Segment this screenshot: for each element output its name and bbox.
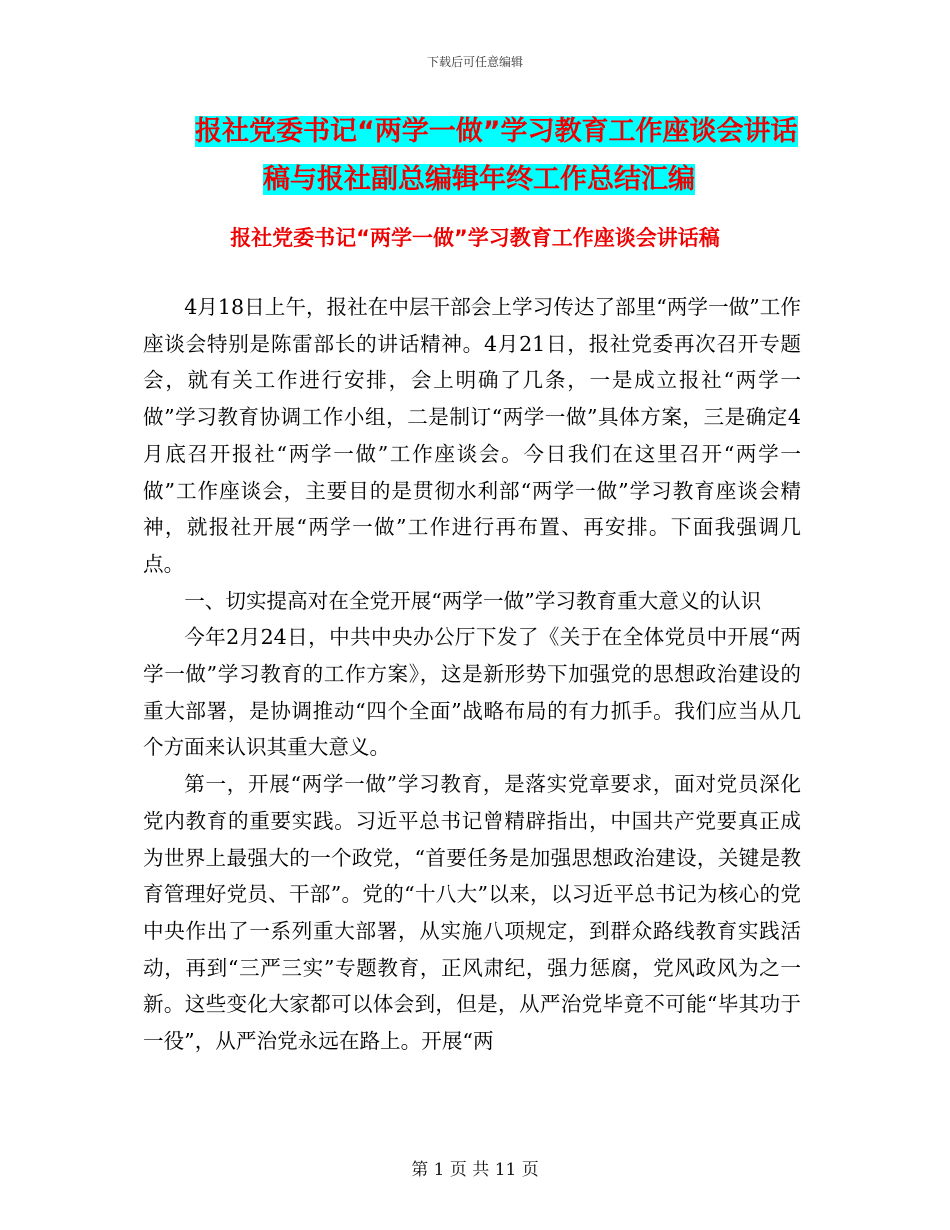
paragraph-3: 今年2月24日，中共中央办公厅下发了《关于在全体党员中开展“两学一做”学习教育的工作方案》，这是新形势下加强党的思想政治建设的重大部署，是协调推动“四个全面”战略布局的有力抓手。我们应当从几个方面来认识其重大意义。 <box>143 625 801 760</box>
page-number: 第 1 页 共 11 页 <box>411 1160 539 1180</box>
document-title-line-1 <box>150 108 820 156</box>
body-text <box>143 289 801 1060</box>
paragraph-4: 第一，开展“两学一做”学习教育，是落实党章要求，面对党员深化党内教育的重要实践。习近平总书记曾精辟指出，中国共产党要真正成为世界上最强大的一个政党，“首要任务是加强思想政治建设，关键是教育管理好党员、干部”。党的“十八大”以来，以习近平总书记为核心的党中央作出了一系列重大部署，从实施八项规定，到群众路线教育实践活动，再到“三严三实”专题教育，正风肃纪，强力惩腐，党风政风为之一新。这些变化大家都可以体会到，但是，从严治党毕竟不可能“毕其功于一役”，从严治党永远在路上。开展“两 <box>143 772 801 1054</box>
title-highlight-2: 稿与报社副总编辑年终工作总结汇编 <box>263 164 695 195</box>
document-title-line-2 <box>150 156 820 204</box>
paragraph-2: 一、切实提高对在全党开展“两学一做”学习教育重大意义的认识 <box>184 588 762 613</box>
section-title: 报社党委书记“两学一做”学习教育工作座谈会讲话稿 <box>230 226 720 250</box>
header-note: 下载后可任意编辑 <box>426 55 523 69</box>
paragraph-1: 4月18日上午，报社在中层干部会上学习传达了部里“两学一做”工作座谈会特别是陈雷部长的讲话精神。4月21日，报社党委再次召开专题会，就有关工作进行安排，会上明确了几条，一是成立报社“两学一做”学习教育协调工作小组，二是制订“两学一做”具体方案，三是确定4月底召开报社“两学一做”工作座谈会。今日我们在这里召开“两学一做”工作座谈会，主要目的是贯彻水利部“两学一做”学习教育座谈会精神，就报社开展“两学一做”工作进行再布置、再安排。下面我强调几点。 <box>143 295 801 576</box>
document-title <box>150 108 820 204</box>
title-highlight-1: 报社党委书记“两学一做”学习教育工作座谈会讲话 <box>195 116 798 147</box>
